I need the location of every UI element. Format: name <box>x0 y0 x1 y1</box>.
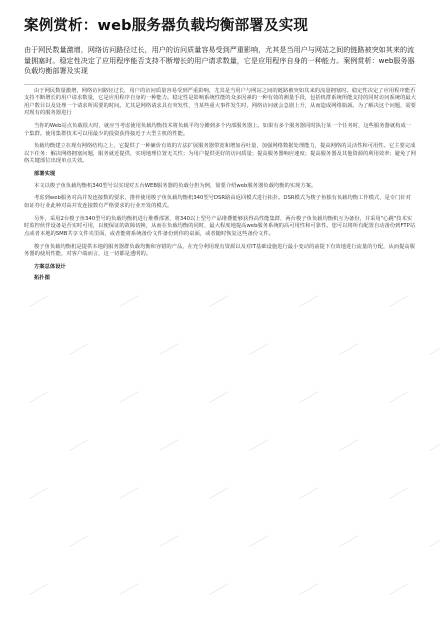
page-title: 案例赏析：web服务器负载均衡部署及实现 <box>24 18 309 34</box>
watermark-mark <box>389 295 413 314</box>
watermark-mark <box>339 439 363 458</box>
section-heading-deploy: 部署实现 <box>34 171 56 178</box>
watermark-mark <box>119 391 143 410</box>
watermark-mark <box>119 487 143 506</box>
paragraph: 负载均衡建立在现有网络结构之上，它提供了一种廉价有效的方法扩展服务器带宽和增加吞吐量，加强网络数据处理能力，提高网络的灵活性和可用性。它主要完成以下任务：解决网络拥塞问题，服务就近提供，实现地理位置无关性；为用户提供更好的访问质量；提高服务器响应速度；提高服务器及其他资源的利用效率；避免了网络关键部位出现单点失效。 <box>24 143 416 165</box>
watermark-mark <box>249 535 273 554</box>
watermark-mark <box>69 439 93 458</box>
watermark-mark <box>299 391 323 410</box>
watermark-mark <box>69 535 93 554</box>
watermark-mark <box>119 295 143 314</box>
watermark-mark <box>29 583 53 602</box>
section-heading-overall: 方案总体设计 <box>34 263 66 270</box>
divider <box>24 84 416 85</box>
watermark-mark <box>389 583 413 602</box>
section-heading-topology: 拓扑图 <box>34 275 50 282</box>
watermark-mark <box>389 487 413 506</box>
watermark-mark <box>209 583 233 602</box>
paragraph: 另外，采用2台梭子鱼340型号的负载均衡机进行堆叠部署，将340以上型号产品堆叠能够获得高性能集群，两台梭子鱼负载均衡机互为备份，并采用"心跳"技术实时监控伙伴设备是否实时可用，以便保证的故障切换，从而在负载均衡的同时，最大程度地提高web服务系统的高可用性和可靠性。您可以将所有配置自动备份到FTP站点或者本地的SMB共享文件夹里面，或者能将系统备份文件备份到你的桌面，或者随时恢复这些备份文件。 <box>24 215 416 237</box>
paragraph: 本文以梭子鱼负载均衡机340型号以实现对五台WEB服务器的负载分担为例，简要介绍web服务器负载均衡的实现方案。 <box>34 182 317 189</box>
paragraph: 由于网民数量激增，网络访问路径过长，用户的访问质量容易受到严重影响，尤其是当用户与网站之间的链路被突如其来的流量拥塞时。稳定性决定了应用程序能否支持不断增长的用户请求数量，它是应用程序自身的一种能力。稳定性是影响系统性能的众多因素的一种有效的测量手段，包括机群系统所能支持的同时访问系统的最大用户数目以及处理一个请求所需要的时间。尤其是网络请求具有突发性，当某些重大事件发生时，网络访问就会急剧上升，从而造成网络瓶颈。为了解决这个问题，需要对现有的服务器进行 <box>24 88 416 117</box>
watermark-mark <box>159 439 183 458</box>
watermark-mark <box>299 583 323 602</box>
watermark-mark <box>29 391 53 410</box>
paragraph: 考虑到web服务对高并发连接数的要求，推荐使用梭子鱼负载均衡机340型号DSR路由返回模式进行拓扑。DSR模式为梭子鱼独有负载均衡工作模式，是专门针对如证券行业此种对高并发连接数有严格要求的行业开发的模式。 <box>24 195 412 209</box>
paragraph: 当你的Web站点负载很大时，就应当考虑使用负载均衡技术将负载平均分摊到多个内部服务器上。如果有多个服务器同时执行某一个任务时，这些服务器就构成一个集群。使用集群技术可以用最少的投资获得接近于大型主机的性能。 <box>24 123 412 137</box>
watermark-mark <box>429 439 440 458</box>
watermark-mark <box>249 343 273 362</box>
watermark-mark <box>299 487 323 506</box>
article-body <box>24 88 416 287</box>
watermark-mark <box>339 535 363 554</box>
watermark-mark <box>209 487 233 506</box>
watermark-mark <box>159 343 183 362</box>
watermark-mark <box>29 487 53 506</box>
watermark-mark <box>339 343 363 362</box>
watermark-mark <box>159 535 183 554</box>
watermark-mark <box>119 583 143 602</box>
intro-summary: 由于网民数量激增，网络访问路径过长，用户的访问质量容易受到严重影响，尤其是当用户与网站之间的链路被突如其来的流量拥塞时。稳定性决定了应用程序能否支持不断增长的用户请求数量，它是应用程序自身的一种能力。案例赏析：web服务器负载均衡部署及实现 <box>24 45 415 76</box>
watermark-mark <box>209 295 233 314</box>
watermark-mark <box>69 343 93 362</box>
watermark-mark <box>29 295 53 314</box>
watermark-mark <box>429 343 440 362</box>
watermark-mark <box>209 391 233 410</box>
paragraph: 梭子鱼负载均衡机是提供本地的服务器群负载均衡和容错的产品，在充分利用现有资源以及对IT基础设施进行最小变动的前提下有效地进行流量的分配，从而提高服务器的使用性能，对客户端而言，这一切都是透明的。 <box>24 243 415 257</box>
watermark-mark <box>429 535 440 554</box>
watermark-mark <box>299 295 323 314</box>
watermark-mark <box>249 439 273 458</box>
watermark-mark <box>389 391 413 410</box>
